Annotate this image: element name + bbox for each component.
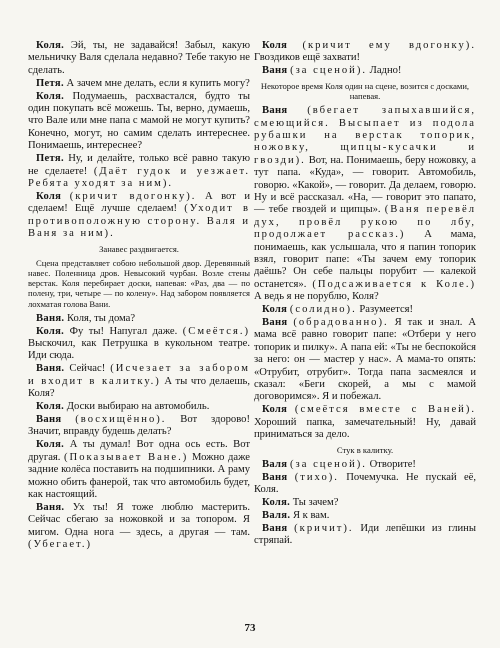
script-line	[254, 472, 476, 497]
speaker-name: Коля.	[36, 439, 65, 451]
line-text: Вот, на. Понимаешь, беру ножовку, а тут папа. «Куда», — говорит. Автомобиль, говорю. «Какой», — говорит. Да делаем, говорю. Ну и всё рассказал. «На, — говорит это папато, — тебе гвоздей и щипцы».	[254, 154, 476, 216]
script-line	[28, 502, 250, 552]
line-text: Вот здорово! Значит, вправду будешь делать?	[28, 413, 250, 438]
line-text: Фу ты! Напугал даже.	[69, 325, 178, 337]
line-text: Я к вам.	[292, 509, 330, 521]
stage-description: Сцена представляет собою небольшой двор. Деревянный навес. Поленница дров. Невысокий чурбан. Возле стены верстак. Коля перебирает доски, напевая: «Раз, два — по полену, три, четыре — по колену». Над забором появляется лохматая голова Вани.	[28, 257, 250, 309]
speaker-name: Ваня	[262, 65, 288, 77]
line-text: А ведь я не порублю, Коля?	[254, 291, 379, 303]
line-text: Иди лепёшки из глины стряпай.	[254, 522, 476, 547]
script-line	[254, 523, 476, 548]
line-text: А ты что делаешь, Коля?	[28, 375, 250, 400]
script-line	[254, 304, 476, 316]
speaker-name: Коля	[262, 404, 288, 416]
stage-direction: (тихо).	[294, 471, 339, 483]
speaker-name: Ваня	[262, 522, 288, 534]
stage-heading: Некоторое время Коля один на сцене, возится с досками, напевая.	[260, 80, 470, 101]
stage-direction: (за сценой).	[290, 458, 367, 470]
script-line	[28, 91, 250, 153]
stage-direction: (за сценой).	[290, 65, 368, 77]
line-text: Почемучка. Не пускай её, Коля.	[254, 471, 477, 496]
stage-heading: Занавес раздвигается.	[99, 243, 179, 254]
script-line	[28, 153, 250, 190]
line-text: А вот и сделаем! Ещё лучше сделаем!	[28, 190, 250, 215]
line-text: Ну, и делайте, только всё равно такую не сделаете!	[28, 153, 250, 177]
line-text: Сейчас!	[69, 363, 106, 375]
speaker-name: Коля.	[262, 497, 291, 509]
script-line	[28, 191, 250, 241]
speaker-name: Петя.	[36, 77, 64, 89]
stage-direction: (Показывает Ване.)	[64, 451, 189, 463]
line-text: А ты думал! Вот одна ось есть. Вот другая.	[28, 439, 250, 463]
stage-direction: (Уходит в противоположную сторону. Валя и Ваня за ним).	[28, 203, 250, 240]
line-text: Ладно!	[369, 65, 402, 77]
stage-direction: (обрадованно).	[293, 317, 389, 329]
script-line	[28, 40, 250, 77]
stage-direction: (восхищённо).	[75, 413, 167, 425]
speaker-name: Коля.	[36, 90, 65, 102]
script-line	[28, 78, 250, 90]
speaker-name: Валя	[262, 458, 288, 470]
line-text: Коля, ты дома?	[67, 312, 136, 324]
stage-direction: (Ваня перевёл дух, провёл рукою по лбу, продолжает рассказ.)	[254, 204, 476, 241]
stage-direction: (вбегает запыхавшийся, смеющийся. Высыпает из подола рубашки на верстак топорик, ножовку, щипцы-кусачки и гвозди).	[254, 105, 476, 166]
line-text: А зачем мне делать, если я купить могу?	[66, 77, 250, 89]
line-text: Хороший папка, замечательный! Ну, давай приниматься за дело.	[254, 416, 476, 441]
script-line	[254, 510, 476, 522]
stage-direction: (Исчезает за забором и входит в калитку.)	[28, 363, 250, 387]
line-text: А мама, понимаешь, как услышала, что я папин топорик взял, говорит папе: «Ты зачем ему топорик даёшь? Он себе пальцы порубит — калекой останется».	[254, 229, 476, 290]
script-line	[254, 40, 476, 65]
script-line	[254, 459, 476, 471]
stage-direction: (кричит вдогонку).	[69, 190, 197, 202]
script-line	[254, 105, 476, 304]
script-line	[28, 414, 250, 439]
speaker-name: Ваня	[36, 413, 62, 425]
script-line	[28, 363, 250, 400]
script-line	[28, 401, 250, 413]
line-text: Отворите!	[369, 458, 416, 470]
script-line	[254, 404, 476, 441]
stage-direction: (Смеётся.)	[182, 325, 250, 337]
speaker-name: Ваня.	[36, 363, 65, 375]
script-line	[28, 439, 250, 501]
stage-direction: (солидно).	[289, 304, 357, 316]
script-line	[254, 317, 476, 404]
stage-direction: (кричит ему вдогонку).	[302, 40, 476, 51]
speaker-name: Ваня	[262, 317, 288, 329]
stage-direction: (смеётся вместе с Ваней).	[294, 404, 476, 416]
script-line	[254, 497, 476, 509]
line-text: Я так и знал. А мама всё равно говорит папе: «Отбери у него топорик и пилку». А папа ей: «Ты не беспокойся за него: он — мастер у нас». А мама-то опять: «Отрубит, отрубит». Тогда папа засмеялся и сказал: «Беги скорей, а мы с мамой договоримся». Я и побежал.	[254, 317, 476, 403]
stage-direction: (Убегает.)	[28, 539, 93, 551]
stage-direction: (кричит).	[294, 522, 354, 534]
left-column	[28, 40, 250, 552]
line-text: Ух ты! Я тоже люблю мастерить. Сейчас сбегаю за ножовкой и за топором. Я мигом. Одна нога — здесь, а другая — там.	[28, 501, 250, 538]
line-text: Подумаешь, расхвастался, будто ты один покупать всё можешь. Ты, верно, думаешь, что Вале или мне папа с мамой не могут купить? Конечно, могут, но самим сделать интереснее. Понимаешь, интереснее?	[28, 90, 250, 152]
line-text: Можно даже задние колёса поставить на подшипники. А раму можно обить фанерой, так что автомобиль будет, как настоящий.	[28, 451, 250, 500]
line-text: Выскочил, как Петрушка в кукольном театре. Иди сюда.	[28, 338, 250, 362]
speaker-name: Ваня.	[36, 312, 65, 324]
script-line	[28, 326, 250, 363]
speaker-name: Петя.	[36, 153, 64, 165]
speaker-name: Ваня	[262, 105, 288, 117]
stage-direction: (Подсаживается к Коле.)	[312, 278, 476, 290]
line-text: Разумеется!	[359, 304, 414, 316]
line-text: Эй, ты, не задавайся! Забыл, какую мельничку Валя сделала недавно? Тебе такую не сделать.	[28, 40, 250, 76]
speaker-name: Ваня	[262, 471, 288, 483]
stage-direction: (Даёт гудок и уезжает. Ребята уходят за ним).	[28, 165, 250, 189]
speaker-name: Коля.	[36, 401, 65, 413]
script-line	[28, 313, 250, 325]
speaker-name: Ваня.	[36, 501, 65, 513]
page-number: 73	[244, 622, 256, 634]
speaker-name: Коля	[262, 40, 288, 51]
line-text: Ты зачем?	[292, 497, 339, 509]
speaker-name: Коля.	[36, 325, 65, 337]
stage-heading: Стук в калитку.	[336, 444, 394, 455]
line-text: Гвоздиков ещё захвати!	[254, 52, 361, 64]
line-text: Доски выбираю на автомобиль.	[66, 401, 210, 413]
speaker-name: Коля	[262, 304, 288, 316]
right-column	[254, 40, 476, 548]
speaker-name: Коля	[36, 190, 62, 202]
speaker-name: Валя.	[262, 509, 291, 521]
script-line	[254, 65, 476, 77]
speaker-name: Коля.	[36, 40, 65, 51]
